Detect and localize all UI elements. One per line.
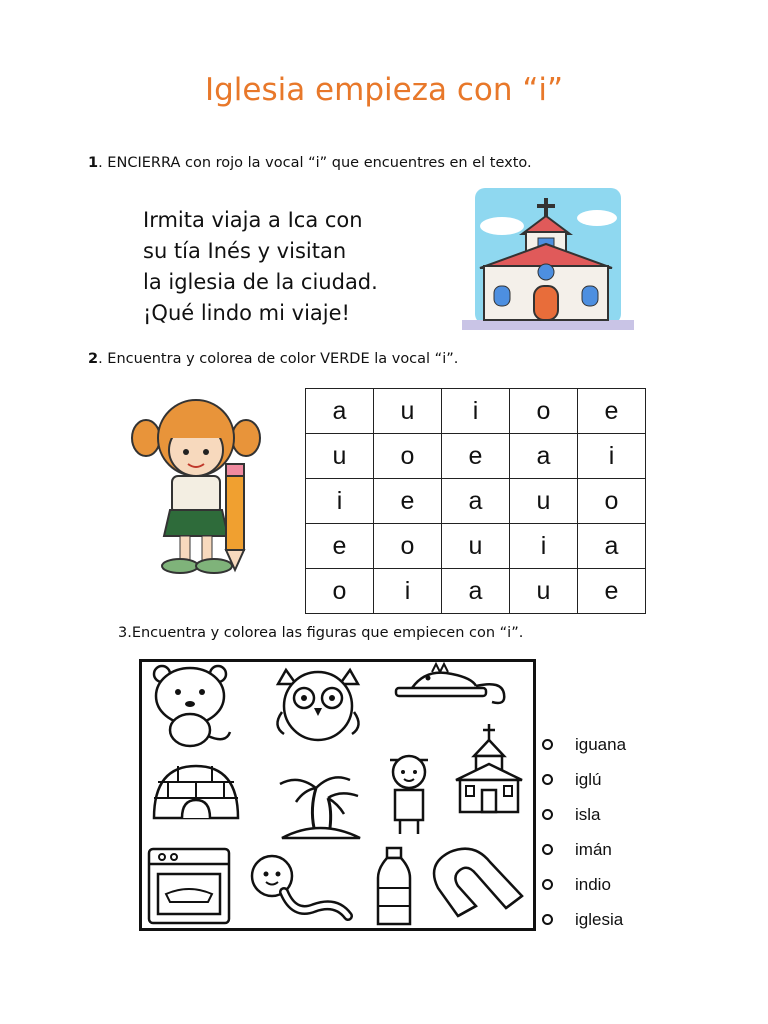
grid-cell[interactable]: a	[578, 524, 646, 569]
poem-line: ¡Qué lindo mi viaje!	[143, 301, 350, 325]
question-1-text: . ENCIERRA con rojo la vocal “i” que encuentres en el texto.	[98, 155, 532, 171]
grid-cell[interactable]: e	[442, 434, 510, 479]
option-word: indio	[575, 874, 611, 894]
option-word: iglesia	[575, 909, 624, 929]
indian-picture[interactable]	[380, 746, 438, 838]
grid-row	[306, 569, 646, 614]
word-option[interactable]	[542, 832, 626, 867]
grid-cell[interactable]: e	[578, 389, 646, 434]
bottle-picture[interactable]	[374, 846, 414, 928]
option-circle[interactable]	[542, 809, 553, 820]
question-2-text: . Encuentra y colorea de color VERDE la vocal “i”.	[98, 351, 459, 367]
church-illustration	[462, 186, 634, 332]
girl-with-pencil-illustration	[128, 398, 268, 580]
grid-cell[interactable]: i	[442, 389, 510, 434]
poem-line: la iglesia de la ciudad.	[143, 270, 378, 294]
grid-row	[306, 479, 646, 524]
grid-cell[interactable]: e	[578, 569, 646, 614]
word-option[interactable]	[542, 902, 626, 937]
grid-cell[interactable]: i	[306, 479, 374, 524]
oven-picture[interactable]	[146, 846, 232, 926]
grid-cell[interactable]: o	[374, 434, 442, 479]
word-option[interactable]	[542, 727, 626, 762]
option-circle[interactable]	[542, 914, 553, 925]
iguana-picture[interactable]	[392, 660, 514, 710]
option-word: imán	[575, 839, 612, 859]
otter-picture[interactable]	[146, 662, 238, 750]
grid-cell[interactable]: u	[374, 389, 442, 434]
word-option[interactable]	[542, 867, 626, 902]
grid-cell[interactable]: u	[442, 524, 510, 569]
grid-cell[interactable]: a	[442, 569, 510, 614]
grid-cell[interactable]: o	[306, 569, 374, 614]
worm-picture[interactable]	[244, 852, 354, 924]
page-title: Iglesia empieza con “i”	[204, 72, 564, 108]
grid-cell[interactable]: u	[510, 479, 578, 524]
vowel-grid	[305, 388, 646, 614]
question-1-number: 1	[88, 155, 99, 171]
question-1	[88, 155, 532, 171]
grid-cell[interactable]: i	[510, 524, 578, 569]
grid-row	[306, 524, 646, 569]
grid-cell[interactable]: u	[306, 434, 374, 479]
church-picture[interactable]	[452, 722, 526, 814]
grid-row	[306, 434, 646, 479]
word-option[interactable]	[542, 797, 626, 832]
grid-cell[interactable]: i	[578, 434, 646, 479]
option-circle[interactable]	[542, 774, 553, 785]
grid-cell[interactable]: o	[510, 389, 578, 434]
option-circle[interactable]	[542, 739, 553, 750]
grid-cell[interactable]: a	[306, 389, 374, 434]
option-word: iguana	[575, 734, 627, 754]
option-word: isla	[575, 804, 601, 824]
option-word: iglú	[575, 769, 602, 789]
option-circle[interactable]	[542, 844, 553, 855]
grid-cell[interactable]: o	[578, 479, 646, 524]
reading-text	[143, 205, 378, 329]
poem-line: su tía Inés y visitan	[143, 239, 347, 263]
grid-cell[interactable]: i	[374, 569, 442, 614]
grid-cell[interactable]: e	[374, 479, 442, 524]
grid-cell[interactable]: u	[510, 569, 578, 614]
island-picture[interactable]	[274, 768, 364, 844]
owl-picture[interactable]	[272, 662, 364, 746]
grid-cell[interactable]: o	[374, 524, 442, 569]
word-options	[542, 727, 626, 937]
question-3: 3.Encuentra y colorea las figuras que empiecen con “i”.	[118, 625, 524, 641]
word-option[interactable]	[542, 762, 626, 797]
grid-cell[interactable]: e	[306, 524, 374, 569]
magnet-picture[interactable]	[428, 846, 528, 924]
grid-cell[interactable]: a	[442, 479, 510, 524]
option-circle[interactable]	[542, 879, 553, 890]
question-2	[88, 351, 458, 367]
grid-cell[interactable]: a	[510, 434, 578, 479]
grid-row	[306, 389, 646, 434]
poem-line: Irmita viaja a Ica con	[143, 208, 363, 232]
igloo-picture[interactable]	[150, 762, 242, 822]
question-2-number: 2	[88, 351, 99, 367]
